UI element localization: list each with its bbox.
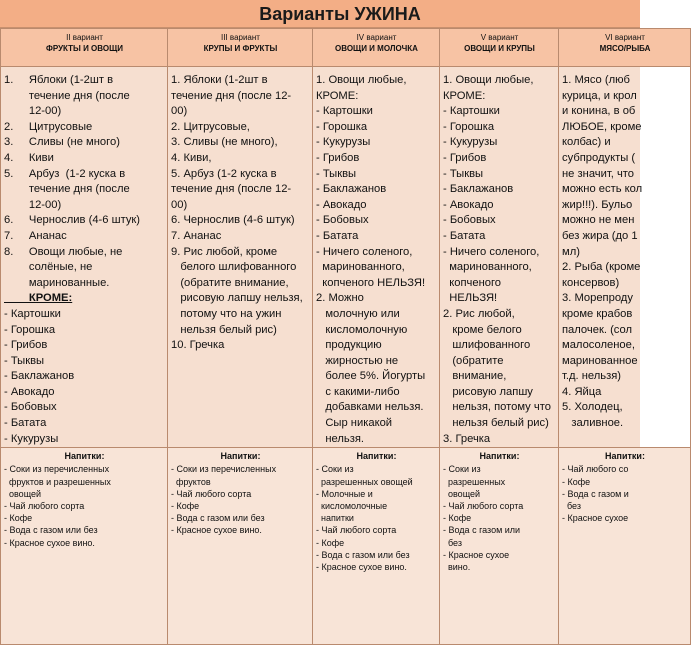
food-line: 9. Рис любой, кроме — [171, 245, 278, 258]
drinks-heading: Напитки: — [479, 451, 520, 462]
variant-subtitle: КРУПЫ И ФРУКТЫ — [203, 44, 278, 53]
drink-line: - Красное сухое вино. — [171, 525, 262, 536]
food-line: 8. Овощи любые, не — [4, 245, 123, 258]
column-header — [440, 29, 559, 67]
variants-table — [0, 28, 691, 645]
food-line: - Кукурузы — [316, 136, 371, 149]
food-line: - Авокадо — [316, 198, 367, 211]
food-line: кроме белого — [443, 323, 522, 336]
food-line: течение дня (после — [4, 89, 130, 102]
food-line: - Картошки — [316, 105, 373, 118]
food-line: мл) — [562, 245, 580, 258]
food-line: (обратите внимание, — [171, 276, 289, 289]
food-line: 6. Чернослив (4-6 штук) — [4, 214, 141, 227]
food-line: маринованное — [562, 354, 638, 367]
food-line: солёные, не — [4, 261, 93, 274]
food-line: нельзя. — [316, 432, 365, 445]
food-line: 12-00) — [4, 198, 62, 211]
food-line: 2. Можно — [316, 292, 364, 305]
food-line: течение дня (после 12- — [171, 89, 292, 102]
drink-line: - Кофе — [443, 513, 472, 524]
food-line: КРОМЕ: — [4, 292, 73, 305]
variant-label: III вариант — [221, 33, 260, 42]
variant-label: IV вариант — [356, 33, 397, 42]
drinks-row — [1, 448, 691, 645]
drink-line: разрешенных овощей — [316, 476, 413, 487]
food-line: 1. Мясо (люб — [562, 74, 630, 86]
food-line: нельзя белый рис) — [443, 417, 549, 430]
food-line: колбас) и — [562, 136, 611, 149]
column-header — [1, 29, 168, 67]
header-row — [1, 29, 691, 67]
food-line: Сыр никакой — [316, 417, 393, 430]
drink-line: овощей — [443, 488, 481, 499]
food-line: палочек. (сол — [562, 323, 633, 336]
drink-line: - Кофе — [562, 476, 591, 487]
food-line: 2. Цитрусовые — [4, 120, 93, 133]
drink-line: - Кофе — [316, 537, 345, 548]
food-line: копченого НЕЛЬЗЯ! — [316, 276, 426, 289]
drink-line: фруктов и разрешенных — [4, 476, 111, 487]
food-line: - Тыквы — [443, 167, 484, 180]
food-line: добавками нельзя. — [316, 401, 424, 414]
food-line: - Баклажанов — [443, 183, 514, 196]
drink-line: без — [562, 501, 581, 512]
food-line: более 5%. Йогурты — [316, 370, 426, 383]
food-line: - Тыквы — [316, 167, 357, 180]
food-line: 3. Сливы (не много) — [4, 136, 120, 149]
food-line: 5. Арбуз (1-2 куска в — [171, 167, 277, 180]
food-line: заливное. — [562, 417, 624, 430]
food-line: течение дня (после — [4, 183, 130, 196]
food-line: 1. Яблоки (1-2шт в — [4, 74, 114, 86]
food-line: - Тыквы — [4, 354, 45, 367]
drink-line: - Чай любого сорта — [171, 488, 252, 499]
food-line: без жира (до 1 — [562, 229, 638, 242]
food-line: - Бобовых — [443, 214, 496, 227]
food-line: 00) — [171, 198, 188, 211]
variant-label: VI вариант — [605, 33, 645, 42]
drink-line: овощей — [4, 488, 42, 499]
drink-line: вино. — [443, 562, 471, 573]
food-line: 6. Чернослив (4-6 штук) — [171, 214, 295, 227]
food-line: маринованные. — [4, 276, 110, 289]
food-line: нельзя белый рис) — [171, 323, 277, 336]
food-line: - Грибов — [443, 151, 487, 164]
food-line: 3. Гречка — [443, 432, 491, 445]
food-line: потому что на ужин — [171, 307, 282, 320]
drink-line: - Вода с газом и — [562, 488, 629, 499]
drinks-heading: Напитки: — [605, 451, 645, 462]
food-line: маринованного, — [316, 261, 405, 274]
food-line: - Баклажанов — [316, 183, 387, 196]
food-line: - Ничего соленого, — [316, 245, 413, 258]
foods-row — [1, 67, 691, 448]
food-line: 2. Рис любой, — [443, 307, 515, 320]
drink-line: напитки — [316, 513, 354, 524]
food-line: - Ничего соленого, — [443, 245, 540, 258]
drink-line: - Кофе — [4, 513, 33, 524]
drink-line: - Соки из — [443, 464, 481, 475]
food-line: молочную или — [316, 307, 400, 320]
food-line: жирностью не — [316, 354, 399, 367]
food-line: можно не мен — [562, 214, 635, 227]
food-line: течение дня (после 12- — [171, 183, 292, 196]
food-line: нельзя, потому что — [443, 401, 551, 414]
food-line: с какими-либо — [316, 385, 400, 398]
food-line: 00) — [171, 105, 188, 118]
drinks-cell — [559, 448, 691, 645]
food-line: 1. Яблоки (1-2шт в — [171, 74, 268, 86]
food-line: шлифованного — [443, 339, 531, 352]
food-line: - Бобовых — [316, 214, 369, 227]
drink-line: разрешенных — [443, 476, 506, 487]
drink-line: кисломолочные — [316, 501, 388, 512]
food-line: копченого — [443, 276, 502, 289]
food-line: 12-00) — [4, 105, 62, 118]
food-line: внимание, — [443, 370, 507, 383]
food-line: - Батата — [4, 417, 47, 430]
food-line: продукцию — [316, 339, 382, 352]
drink-line: - Кофе — [171, 501, 200, 512]
food-line: - Горошка — [443, 120, 495, 133]
foods-cell — [559, 67, 691, 448]
drink-line: - Соки из перечисленных — [4, 464, 110, 475]
food-line: (обратите — [443, 354, 504, 367]
variant-subtitle: ФРУКТЫ И ОВОЩИ — [46, 44, 123, 53]
food-line: - Авокадо — [4, 385, 55, 398]
drink-line: - Чай любого сорта — [443, 501, 524, 512]
food-line: 10. Гречка — [171, 339, 225, 352]
foods-cell — [440, 67, 559, 448]
column-header — [168, 29, 313, 67]
drinks-heading: Напитки: — [356, 451, 397, 462]
food-line: можно есть кол — [562, 183, 643, 196]
variant-label: V вариант — [480, 33, 519, 42]
drinks-heading: Напитки: — [220, 451, 261, 462]
variant-label: II вариант — [66, 33, 103, 42]
food-line: рисовую лапшу нельзя, — [171, 292, 303, 305]
food-line: малосоленое, — [562, 339, 635, 352]
food-line: - Картошки — [4, 307, 61, 320]
food-line: - Картошки — [443, 105, 500, 118]
title-bar — [0, 0, 640, 28]
foods-cell — [168, 67, 313, 448]
food-line: 5. Арбуз (1-2 куска в — [4, 167, 126, 180]
food-line: белого шлифованного — [171, 261, 297, 274]
column-header — [313, 29, 440, 67]
drink-line: - Красное сухое — [443, 549, 510, 560]
food-line: - Батата — [316, 229, 359, 242]
food-line: 7. Ананас — [171, 229, 222, 242]
drink-line: - Вода с газом или — [443, 525, 521, 536]
drink-line: - Вода с газом или без — [316, 549, 410, 560]
food-line: - Грибов — [4, 339, 48, 352]
food-line: консервов) — [562, 276, 620, 289]
food-line: - Бобовых — [4, 401, 57, 414]
food-line: курица, и крол — [562, 89, 637, 102]
food-line: КРОМЕ: — [316, 89, 359, 102]
drink-line: - Молочные и — [316, 488, 373, 499]
food-line: - Горошка — [4, 323, 56, 336]
food-line: 1. Овощи любые, — [316, 74, 407, 86]
food-line: и конина, в об — [562, 105, 636, 118]
food-line: 4. Яйца — [562, 385, 602, 398]
food-line: 5. Холодец, — [562, 401, 623, 414]
food-line: НЕЛЬЗЯ! — [443, 292, 498, 305]
drinks-cell — [440, 448, 559, 645]
drink-line: - Соки из перечисленных — [171, 464, 277, 475]
food-line: 3. Морепроду — [562, 292, 633, 305]
drink-line: - Красное сухое вино. — [4, 537, 95, 548]
page-title: Варианты УЖИНА — [259, 4, 421, 24]
food-line: жир!!!). Бульо — [562, 198, 633, 211]
column-header — [559, 29, 691, 67]
drink-line: фруктов — [171, 476, 211, 487]
drink-line: - Чай любого со — [562, 464, 629, 475]
drink-line: - Чай любого сорта — [316, 525, 397, 536]
food-line: - Горошка — [316, 120, 368, 133]
food-line: 3. Сливы (не много), — [171, 136, 278, 149]
food-line: рисовую лапшу — [443, 385, 533, 398]
food-line: субпродукты ( — [562, 151, 636, 164]
drinks-heading: Напитки: — [64, 451, 105, 462]
variant-subtitle: ОВОЩИ И МОЛОЧКА — [335, 44, 418, 53]
food-line: - Грибов — [316, 151, 360, 164]
drink-line: без — [443, 537, 462, 548]
drink-line: - Красное сухое вино. — [316, 562, 407, 573]
food-line: - Авокадо — [443, 198, 494, 211]
food-line: 4. Киви — [4, 151, 54, 164]
food-line: кроме крабов — [562, 307, 633, 320]
food-line: - Кукурузы — [443, 136, 498, 149]
food-line: - Баклажанов — [4, 370, 75, 383]
variant-subtitle: МЯСО/РЫБА — [599, 44, 651, 53]
drink-line: - Соки из — [316, 464, 354, 475]
food-line: КРОМЕ: — [443, 89, 486, 102]
drinks-cell — [1, 448, 168, 645]
food-line: кисломолочную — [316, 323, 408, 336]
food-line: т.д. нельзя) — [562, 370, 622, 383]
food-line: - Батата — [443, 229, 486, 242]
drink-line: - Вода с газом или без — [171, 513, 265, 524]
food-line: 1. Овощи любые, — [443, 74, 534, 86]
food-line: не значит, что — [562, 167, 635, 180]
drinks-cell — [313, 448, 440, 645]
food-line: 2. Рыба (кроме — [562, 261, 641, 274]
food-line: 7. Ананас — [4, 229, 67, 242]
drink-line: - Вода с газом или без — [4, 525, 98, 536]
variant-subtitle: ОВОЩИ И КРУПЫ — [464, 44, 535, 53]
food-line: ЛЮБОЕ, кроме — [562, 120, 642, 133]
food-line: 4. Киви, — [171, 151, 212, 164]
food-line: - Кукурузы — [4, 432, 59, 445]
drink-line: - Красное сухое — [562, 513, 629, 524]
food-line: 2. Цитрусовые, — [171, 120, 250, 133]
foods-cell — [1, 67, 168, 448]
food-line: маринованного, — [443, 261, 532, 274]
drink-line: - Чай любого сорта — [4, 501, 85, 512]
foods-cell — [313, 67, 440, 448]
drinks-cell — [168, 448, 313, 645]
